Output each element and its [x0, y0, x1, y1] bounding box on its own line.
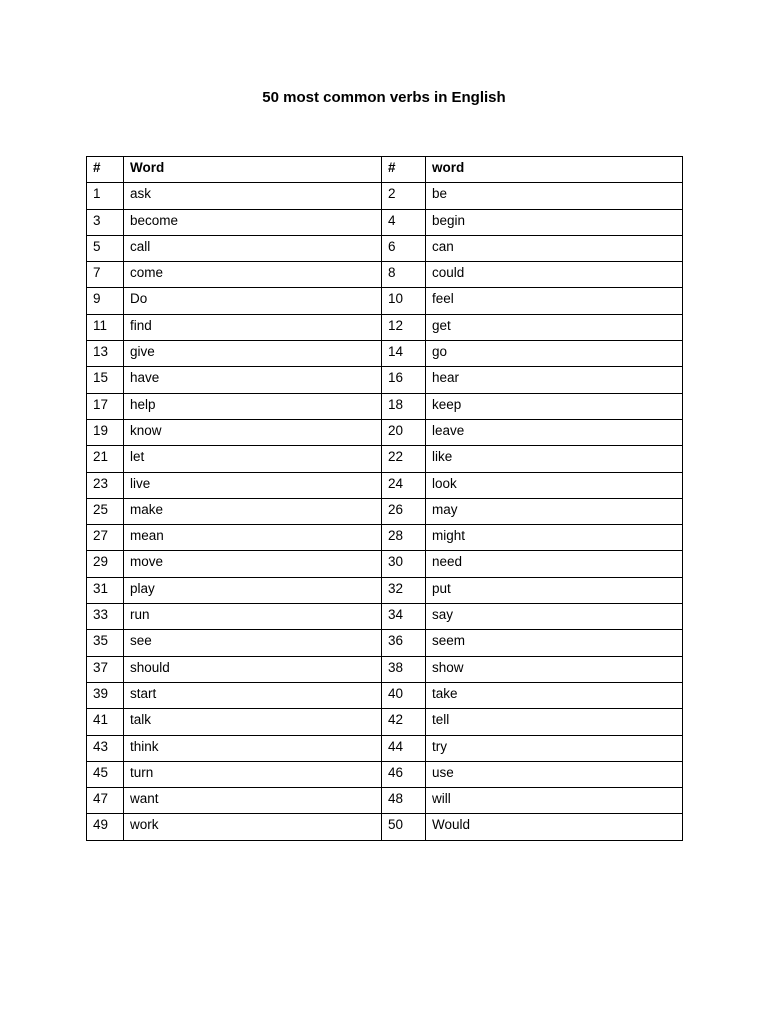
cell-number-left: 41 [87, 709, 124, 735]
cell-word-right: can [426, 235, 683, 261]
table-row [87, 288, 683, 314]
cell-number-left: 45 [87, 761, 124, 787]
page-title: 50 most common verbs in English [262, 89, 506, 106]
table-row [87, 682, 683, 708]
cell-number-right: 46 [382, 761, 426, 787]
table-row [87, 525, 683, 551]
cell-number-left: 43 [87, 735, 124, 761]
table-row [87, 341, 683, 367]
cell-number-left: 3 [87, 209, 124, 235]
table-row [87, 235, 683, 261]
cell-number-left: 5 [87, 235, 124, 261]
cell-word-right: hear [426, 367, 683, 393]
cell-word-right: feel [426, 288, 683, 314]
table-row [87, 735, 683, 761]
cell-word-right: will [426, 788, 683, 814]
cell-number-left: 29 [87, 551, 124, 577]
cell-number-left: 21 [87, 446, 124, 472]
cell-number-right: 34 [382, 604, 426, 630]
table-row [87, 814, 683, 840]
cell-number-left: 23 [87, 472, 124, 498]
cell-number-right: 44 [382, 735, 426, 761]
cell-number-left: 47 [87, 788, 124, 814]
cell-word-left: talk [124, 709, 382, 735]
table-row [87, 788, 683, 814]
table-row [87, 604, 683, 630]
cell-word-left: give [124, 341, 382, 367]
cell-word-right: leave [426, 419, 683, 445]
cell-number-right: 28 [382, 525, 426, 551]
table-body [87, 183, 683, 840]
cell-word-left: help [124, 393, 382, 419]
cell-word-left: find [124, 314, 382, 340]
cell-word-right: need [426, 551, 683, 577]
cell-number-left: 37 [87, 656, 124, 682]
cell-word-left: turn [124, 761, 382, 787]
cell-number-right: 10 [382, 288, 426, 314]
cell-word-left: start [124, 682, 382, 708]
cell-word-left: come [124, 262, 382, 288]
cell-number-right: 50 [382, 814, 426, 840]
cell-word-right: go [426, 341, 683, 367]
cell-word-right: take [426, 682, 683, 708]
table-row [87, 262, 683, 288]
cell-word-right: keep [426, 393, 683, 419]
cell-word-left: become [124, 209, 382, 235]
cell-number-left: 11 [87, 314, 124, 340]
cell-word-right: may [426, 498, 683, 524]
cell-number-right: 40 [382, 682, 426, 708]
table-row [87, 551, 683, 577]
cell-word-left: ask [124, 183, 382, 209]
cell-word-right: begin [426, 209, 683, 235]
cell-number-left: 35 [87, 630, 124, 656]
cell-number-right: 4 [382, 209, 426, 235]
table-row [87, 314, 683, 340]
cell-word-left: think [124, 735, 382, 761]
cell-word-right: like [426, 446, 683, 472]
table-row [87, 209, 683, 235]
cell-number-left: 33 [87, 604, 124, 630]
cell-number-left: 49 [87, 814, 124, 840]
header-number-right: # [382, 157, 426, 183]
cell-number-left: 27 [87, 525, 124, 551]
table-row [87, 630, 683, 656]
cell-word-left: Do [124, 288, 382, 314]
cell-word-left: let [124, 446, 382, 472]
cell-word-right: look [426, 472, 683, 498]
cell-number-left: 17 [87, 393, 124, 419]
cell-number-right: 48 [382, 788, 426, 814]
cell-word-left: live [124, 472, 382, 498]
table-row [87, 761, 683, 787]
cell-number-right: 26 [382, 498, 426, 524]
cell-word-left: have [124, 367, 382, 393]
cell-number-left: 9 [87, 288, 124, 314]
cell-word-right: put [426, 577, 683, 603]
cell-word-left: should [124, 656, 382, 682]
cell-number-left: 25 [87, 498, 124, 524]
cell-word-left: want [124, 788, 382, 814]
cell-number-right: 32 [382, 577, 426, 603]
cell-word-left: run [124, 604, 382, 630]
cell-number-right: 42 [382, 709, 426, 735]
verbs-table [86, 156, 683, 841]
cell-number-right: 20 [382, 419, 426, 445]
cell-number-left: 39 [87, 682, 124, 708]
cell-word-left: see [124, 630, 382, 656]
cell-number-right: 22 [382, 446, 426, 472]
table-row [87, 498, 683, 524]
cell-number-left: 13 [87, 341, 124, 367]
cell-number-right: 2 [382, 183, 426, 209]
header-number-left: # [87, 157, 124, 183]
cell-word-left: know [124, 419, 382, 445]
cell-number-right: 14 [382, 341, 426, 367]
cell-number-right: 6 [382, 235, 426, 261]
cell-word-right: use [426, 761, 683, 787]
table-row [87, 367, 683, 393]
cell-number-right: 38 [382, 656, 426, 682]
cell-number-left: 31 [87, 577, 124, 603]
cell-word-left: work [124, 814, 382, 840]
cell-number-left: 15 [87, 367, 124, 393]
cell-number-right: 30 [382, 551, 426, 577]
cell-number-left: 19 [87, 419, 124, 445]
table-row [87, 446, 683, 472]
cell-number-right: 12 [382, 314, 426, 340]
table-row [87, 709, 683, 735]
table-row [87, 393, 683, 419]
table-header-row [87, 157, 683, 183]
table-row [87, 472, 683, 498]
cell-word-left: mean [124, 525, 382, 551]
cell-word-right: seem [426, 630, 683, 656]
cell-word-right: show [426, 656, 683, 682]
cell-word-right: Would [426, 814, 683, 840]
cell-word-left: make [124, 498, 382, 524]
table-row [87, 183, 683, 209]
header-word-right: word [426, 157, 683, 183]
cell-word-left: move [124, 551, 382, 577]
cell-word-right: say [426, 604, 683, 630]
table-row [87, 419, 683, 445]
cell-word-right: get [426, 314, 683, 340]
cell-word-right: tell [426, 709, 683, 735]
cell-number-right: 18 [382, 393, 426, 419]
table-row [87, 656, 683, 682]
cell-number-right: 8 [382, 262, 426, 288]
cell-word-right: might [426, 525, 683, 551]
cell-number-left: 7 [87, 262, 124, 288]
cell-number-right: 24 [382, 472, 426, 498]
table-row [87, 577, 683, 603]
cell-word-right: try [426, 735, 683, 761]
header-word-left: Word [124, 157, 382, 183]
cell-word-left: call [124, 235, 382, 261]
cell-word-right: be [426, 183, 683, 209]
cell-number-right: 36 [382, 630, 426, 656]
cell-word-right: could [426, 262, 683, 288]
cell-word-left: play [124, 577, 382, 603]
cell-number-left: 1 [87, 183, 124, 209]
cell-number-right: 16 [382, 367, 426, 393]
